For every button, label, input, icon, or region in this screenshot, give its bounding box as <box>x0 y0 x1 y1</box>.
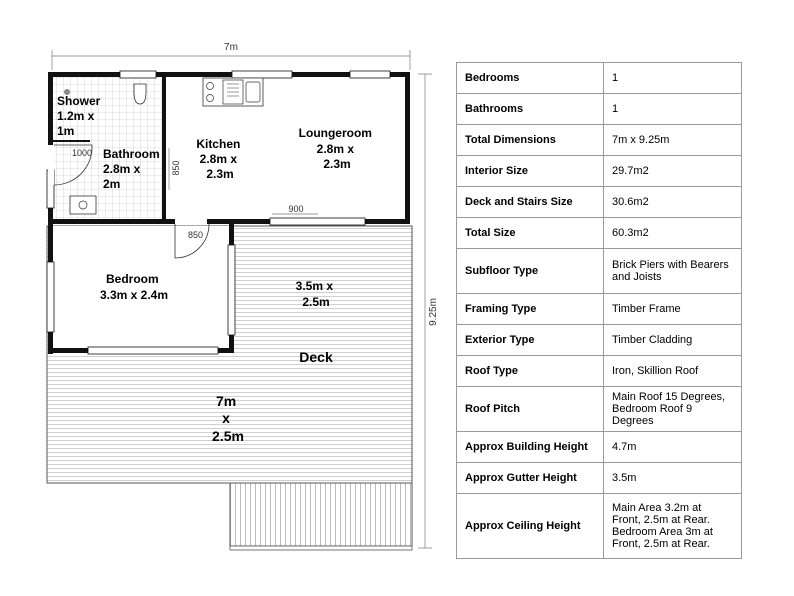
spec-row <box>457 156 742 187</box>
height-dimension <box>418 74 439 548</box>
spec-row <box>457 63 742 94</box>
spec-label: Exterior Type <box>457 325 604 356</box>
spec-value: Main Area 3.2m at Front, 2.5m at Rear. Bedroom Area 3m at Front, 2.5m at Rear. <box>604 494 742 559</box>
spec-label: Roof Pitch <box>457 387 604 432</box>
spec-label: Total Size <box>457 218 604 249</box>
spec-row <box>457 218 742 249</box>
spec-label: Subfloor Type <box>457 249 604 294</box>
spec-label: Approx Ceiling Height <box>457 494 604 559</box>
spec-row <box>457 249 742 294</box>
spec-row <box>457 463 742 494</box>
spec-label: Total Dimensions <box>457 125 604 156</box>
spec-label: Approx Gutter Height <box>457 463 604 494</box>
spec-value: Main Roof 15 Degrees, Bedroom Roof 9 Degrees <box>604 387 742 432</box>
door-900-label: 900 <box>288 204 304 214</box>
spec-value: Iron, Skillion Roof <box>604 356 742 387</box>
width-dimension-label: 7m <box>224 42 238 53</box>
spec-value: 1 <box>604 63 742 94</box>
spec-row <box>457 356 742 387</box>
spec-label: Bedrooms <box>457 63 604 94</box>
spec-label: Bathrooms <box>457 94 604 125</box>
loungeroom-label: Loungeroom 2.8m x 2.3m <box>298 126 372 171</box>
spec-row <box>457 432 742 463</box>
spec-row <box>457 94 742 125</box>
width-dimension <box>52 42 410 70</box>
shower-label: Shower 1.2m x 1m <box>57 94 101 138</box>
spec-value: 60.3m2 <box>604 218 742 249</box>
specifications-table <box>456 62 742 559</box>
bathroom-label: Bathroom 2.8m x 2m <box>103 147 160 191</box>
kitchen-label: Kitchen 2.8m x 2.3m <box>196 137 241 181</box>
spec-label: Roof Type <box>457 356 604 387</box>
spec-value: 4.7m <box>604 432 742 463</box>
toilet-icon <box>134 84 146 104</box>
spec-label: Framing Type <box>457 294 604 325</box>
deck-upper-size-label: 3.5m x 2.5m <box>295 279 334 309</box>
spec-row <box>457 387 742 432</box>
spec-row <box>457 125 742 156</box>
spec-row <box>457 294 742 325</box>
stairs <box>230 483 412 546</box>
spec-value: 29.7m2 <box>604 156 742 187</box>
spec-value: 7m x 9.25m <box>604 125 742 156</box>
spec-row <box>457 187 742 218</box>
height-dimension-label: 9.25m <box>428 298 439 326</box>
door-1000-label: 1000 <box>72 148 93 158</box>
spec-label: Deck and Stairs Size <box>457 187 604 218</box>
vanity-icon <box>70 196 96 214</box>
deck-label: Deck <box>299 349 333 365</box>
spec-value: Timber Cladding <box>604 325 742 356</box>
bedroom-label: Bedroom 3.3m x 2.4m <box>99 272 169 302</box>
spec-value: Timber Frame <box>604 294 742 325</box>
spec-label: Approx Building Height <box>457 432 604 463</box>
spec-label: Interior Size <box>457 156 604 187</box>
spec-value: 1 <box>604 94 742 125</box>
deck-lower-size-label: 7m x 2.5m <box>212 393 244 444</box>
spec-row <box>457 325 742 356</box>
door-850-bedroom-label: 850 <box>188 230 204 240</box>
spec-value: 30.6m2 <box>604 187 742 218</box>
door-850-vertical-label: 850 <box>171 160 181 176</box>
spec-value: 3.5m <box>604 463 742 494</box>
spec-value: Brick Piers with Bearers and Joists <box>604 249 742 294</box>
spec-row <box>457 494 742 559</box>
